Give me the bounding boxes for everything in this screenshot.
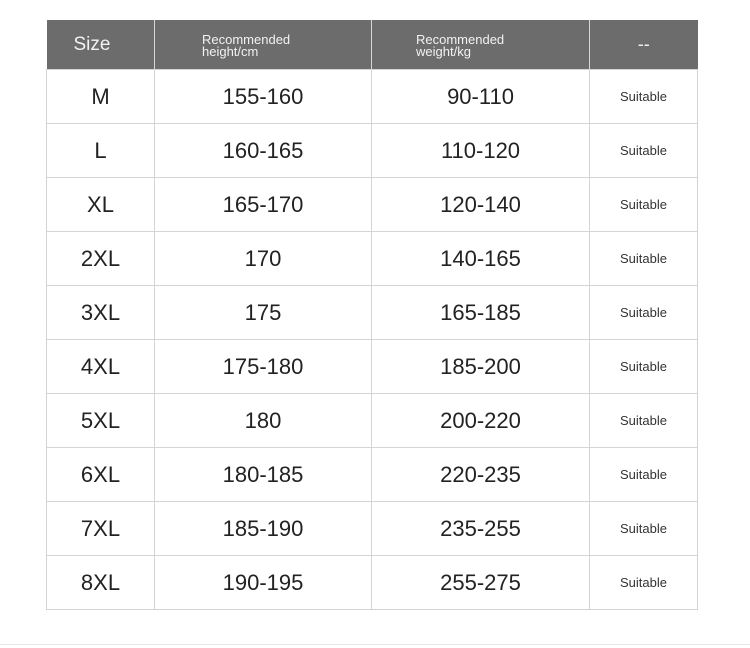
- table-row: [47, 232, 698, 286]
- table-row: [47, 286, 698, 340]
- header-height-line2: height/cm: [202, 43, 259, 59]
- size-chart-body: [47, 70, 698, 610]
- suitability-cell: Suitable: [590, 70, 698, 124]
- height-cell: 190-195: [155, 556, 372, 610]
- suitability-cell: Suitable: [590, 556, 698, 610]
- size-cell: 8XL: [47, 556, 155, 610]
- size-cell: 6XL: [47, 448, 155, 502]
- bottom-divider: [0, 644, 750, 645]
- size-cell: 3XL: [47, 286, 155, 340]
- header-weight-line2: weight/kg: [416, 43, 471, 59]
- suitability-cell: Suitable: [590, 124, 698, 178]
- weight-cell: 255-275: [372, 556, 590, 610]
- size-cell: 4XL: [47, 340, 155, 394]
- suitability-cell: Suitable: [590, 394, 698, 448]
- suitability-cell: Suitable: [590, 340, 698, 394]
- weight-cell: 185-200: [372, 340, 590, 394]
- table-row: [47, 178, 698, 232]
- size-cell: 5XL: [47, 394, 155, 448]
- size-chart-header: [47, 20, 698, 70]
- size-cell: M: [47, 70, 155, 124]
- header-height-line1: Recommended: [202, 31, 291, 47]
- height-cell: 180-185: [155, 448, 372, 502]
- size-cell: 2XL: [47, 232, 155, 286]
- suitability-cell: Suitable: [590, 286, 698, 340]
- height-cell: 180: [155, 394, 372, 448]
- suitability-cell: Suitable: [590, 448, 698, 502]
- suitability-cell: Suitable: [590, 178, 698, 232]
- header-height: [155, 20, 372, 70]
- suitability-cell: Suitable: [590, 502, 698, 556]
- weight-cell: 90-110: [372, 70, 590, 124]
- header-weight: [372, 20, 590, 70]
- height-cell: 170: [155, 232, 372, 286]
- suitability-cell: Suitable: [590, 232, 698, 286]
- header-row: [47, 20, 698, 70]
- height-cell: 185-190: [155, 502, 372, 556]
- table-row: [47, 394, 698, 448]
- weight-cell: 140-165: [372, 232, 590, 286]
- header-weight-line1: Recommended: [416, 31, 505, 47]
- size-cell: L: [47, 124, 155, 178]
- table-row: [47, 448, 698, 502]
- weight-cell: 235-255: [372, 502, 590, 556]
- size-cell: 7XL: [47, 502, 155, 556]
- weight-cell: 120-140: [372, 178, 590, 232]
- table-row: [47, 340, 698, 394]
- table-row: [47, 556, 698, 610]
- size-chart-table: [46, 20, 698, 610]
- weight-cell: 220-235: [372, 448, 590, 502]
- header-extra: --: [590, 20, 698, 70]
- weight-cell: 110-120: [372, 124, 590, 178]
- table-row: [47, 70, 698, 124]
- height-cell: 175: [155, 286, 372, 340]
- header-size: Size: [47, 20, 155, 70]
- height-cell: 155-160: [155, 70, 372, 124]
- height-cell: 160-165: [155, 124, 372, 178]
- height-cell: 165-170: [155, 178, 372, 232]
- weight-cell: 200-220: [372, 394, 590, 448]
- size-cell: XL: [47, 178, 155, 232]
- table-row: [47, 124, 698, 178]
- weight-cell: 165-185: [372, 286, 590, 340]
- height-cell: 175-180: [155, 340, 372, 394]
- table-row: [47, 502, 698, 556]
